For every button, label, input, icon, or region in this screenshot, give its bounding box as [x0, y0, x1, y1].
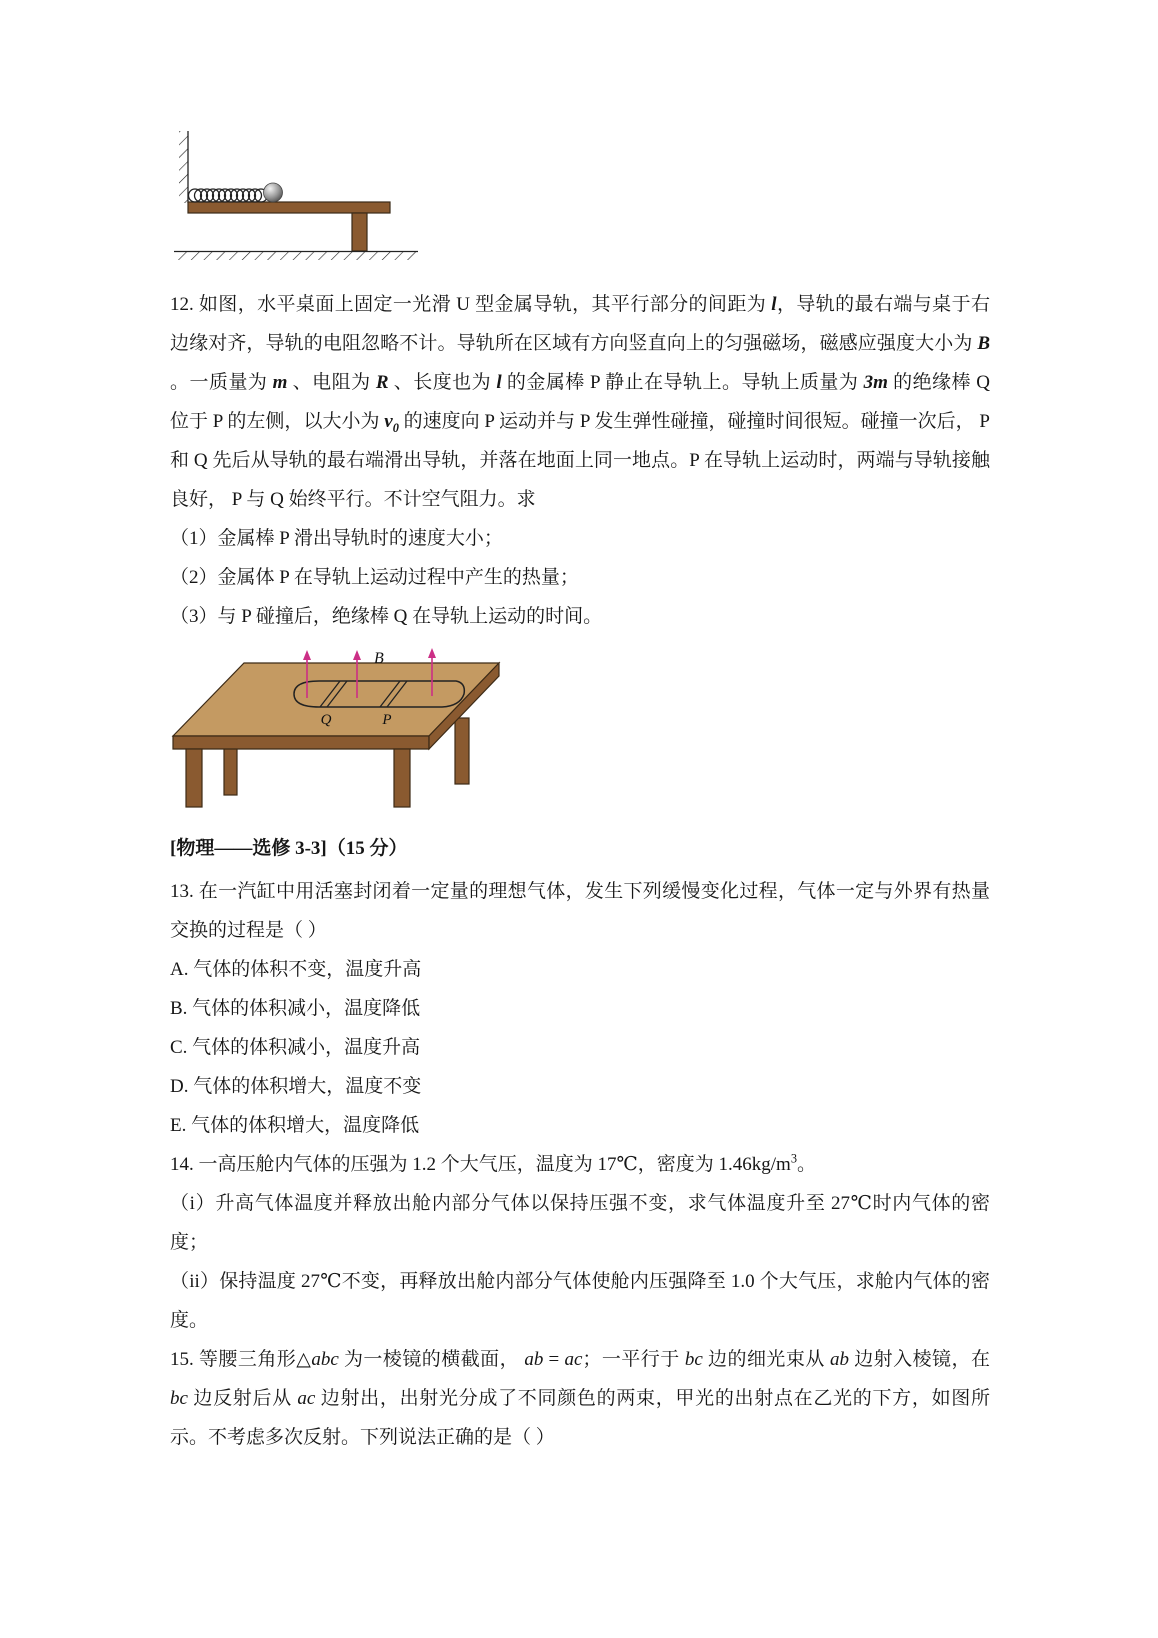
fig-table-rails: [166, 648, 511, 816]
rod-p-label: P: [382, 712, 392, 729]
math-symbol: R: [375, 371, 389, 393]
table-back-left-leg: [224, 743, 237, 795]
math-symbol: 3m: [863, 371, 888, 393]
table-front-right-leg: [394, 749, 410, 807]
table-leg: [352, 213, 367, 251]
question-14-text: 14. 一高压舱内气体的压强为 1.2 个大气压，温度为 17℃，密度为 $1.46kg/m^3$。: [170, 1151, 817, 1175]
math-symbol: v: [384, 410, 393, 432]
wall-hatching: [179, 131, 188, 203]
q12-item-3: （3）与 P 碰撞后，绝缘棒 Q 在导轨上运动的时间。: [170, 605, 603, 627]
question-12-text: 12. 如图，水平桌面上固定一光滑 U 型金属导轨，其平行部分的间距为 l，导轨的最右端与桌于右边缘对齐，导轨的电阻忽略不计。导轨所在区域有方向竖直向上的匀强磁场，磁感应强度大小为 B 。一质量为 m 、电阻为 R 、长度也为 l 的金属棒 P 静止在导轨上。导轨上质量为 3m 的绝缘棒 Q 位于 P 的左侧，以大小为 $v_0$ 的速度向 P 运动并与 P 发生弹性碰撞，碰撞时间很短。碰撞一次后， P 和 Q 先后从导轨的最右端滑出导轨，并落在地面上同一地点。P 在导轨上运动时，两端与导轨接触良好， P 与 Q 始终平行。不计空气阻力。求: [170, 294, 990, 510]
math-symbol: l: [496, 371, 502, 393]
table-back-right-leg: [455, 718, 469, 784]
field-b-label: B: [374, 650, 384, 668]
q13-option-e: E. 气体的体积增大，温度降低: [170, 1115, 420, 1136]
math-symbol: B: [977, 332, 990, 354]
q12-item-1: （1）金属棒 P 滑出导轨时的速度大小；: [170, 527, 503, 549]
math-symbol: ab: [524, 1348, 544, 1370]
table-front-left-leg: [186, 749, 202, 807]
math-symbol: ab: [830, 1348, 849, 1370]
ground-hatching: [176, 252, 416, 260]
fig-spring-ball-table: [172, 126, 422, 262]
q13-option-c: C. 气体的体积减小，温度升高: [170, 1037, 421, 1059]
math-symbol: ac: [564, 1348, 583, 1370]
q13-option-d: D. 气体的体积增大，温度不变: [170, 1076, 422, 1098]
rod-q-label: Q: [320, 712, 332, 729]
section-title-physics-3-3: [物理——选修 3-3]（15 分）: [170, 838, 408, 860]
math-symbol: l: [771, 294, 777, 315]
q12-item-2: （2）金属体 P 在导轨上运动过程中产生的热量；: [170, 566, 579, 588]
figure-table-rails: [166, 648, 990, 822]
math-symbol: 3: [790, 1151, 797, 1166]
table-front-edge: [173, 736, 429, 749]
question-15-text: 15. 等腰三角形△abc 为一棱镜的横截面， ab = ac；一平行于 bc 边的细光束从 ab 边射入棱镜，在 bc 边反射后从 ac 边射出，出射光分成了不同颜色的两束，甲光的出射点在乙光的下方，如图所示。不考虑多次反射。下列说法正确的是（ ）: [170, 1348, 990, 1448]
math-symbol: bc: [170, 1387, 188, 1409]
math-symbol: bc: [684, 1348, 703, 1370]
q14-item-ii: （ii）保持温度 27℃不变，再释放出舱内部分气体使舱内压强降至 1.0 个大气压，求舱内气体的密度。: [170, 1270, 990, 1331]
math-symbol: abc: [311, 1348, 339, 1370]
spring-icon: [189, 189, 268, 202]
math-symbol: m: [272, 371, 288, 393]
math-symbol: ac: [297, 1387, 316, 1409]
math-symbol: 0: [392, 420, 399, 435]
figure-spring-ball-table: [172, 126, 990, 268]
q14-item-i: （i）升高气体温度并释放出舱内部分气体以保持压强不变，求气体温度升至 27℃时内气体的密度；: [170, 1192, 990, 1253]
q13-option-a: A. 气体的体积不变，温度升高: [170, 959, 422, 981]
question-13-text: 13. 在一汽缸中用活塞封闭着一定量的理想气体，发生下列缓慢变化过程，气体一定与外界有热量交换的过程是（ ）: [170, 881, 990, 942]
q13-option-b: B. 气体的体积减小，温度降低: [170, 998, 421, 1020]
tabletop: [188, 202, 390, 213]
ball: [264, 183, 283, 202]
